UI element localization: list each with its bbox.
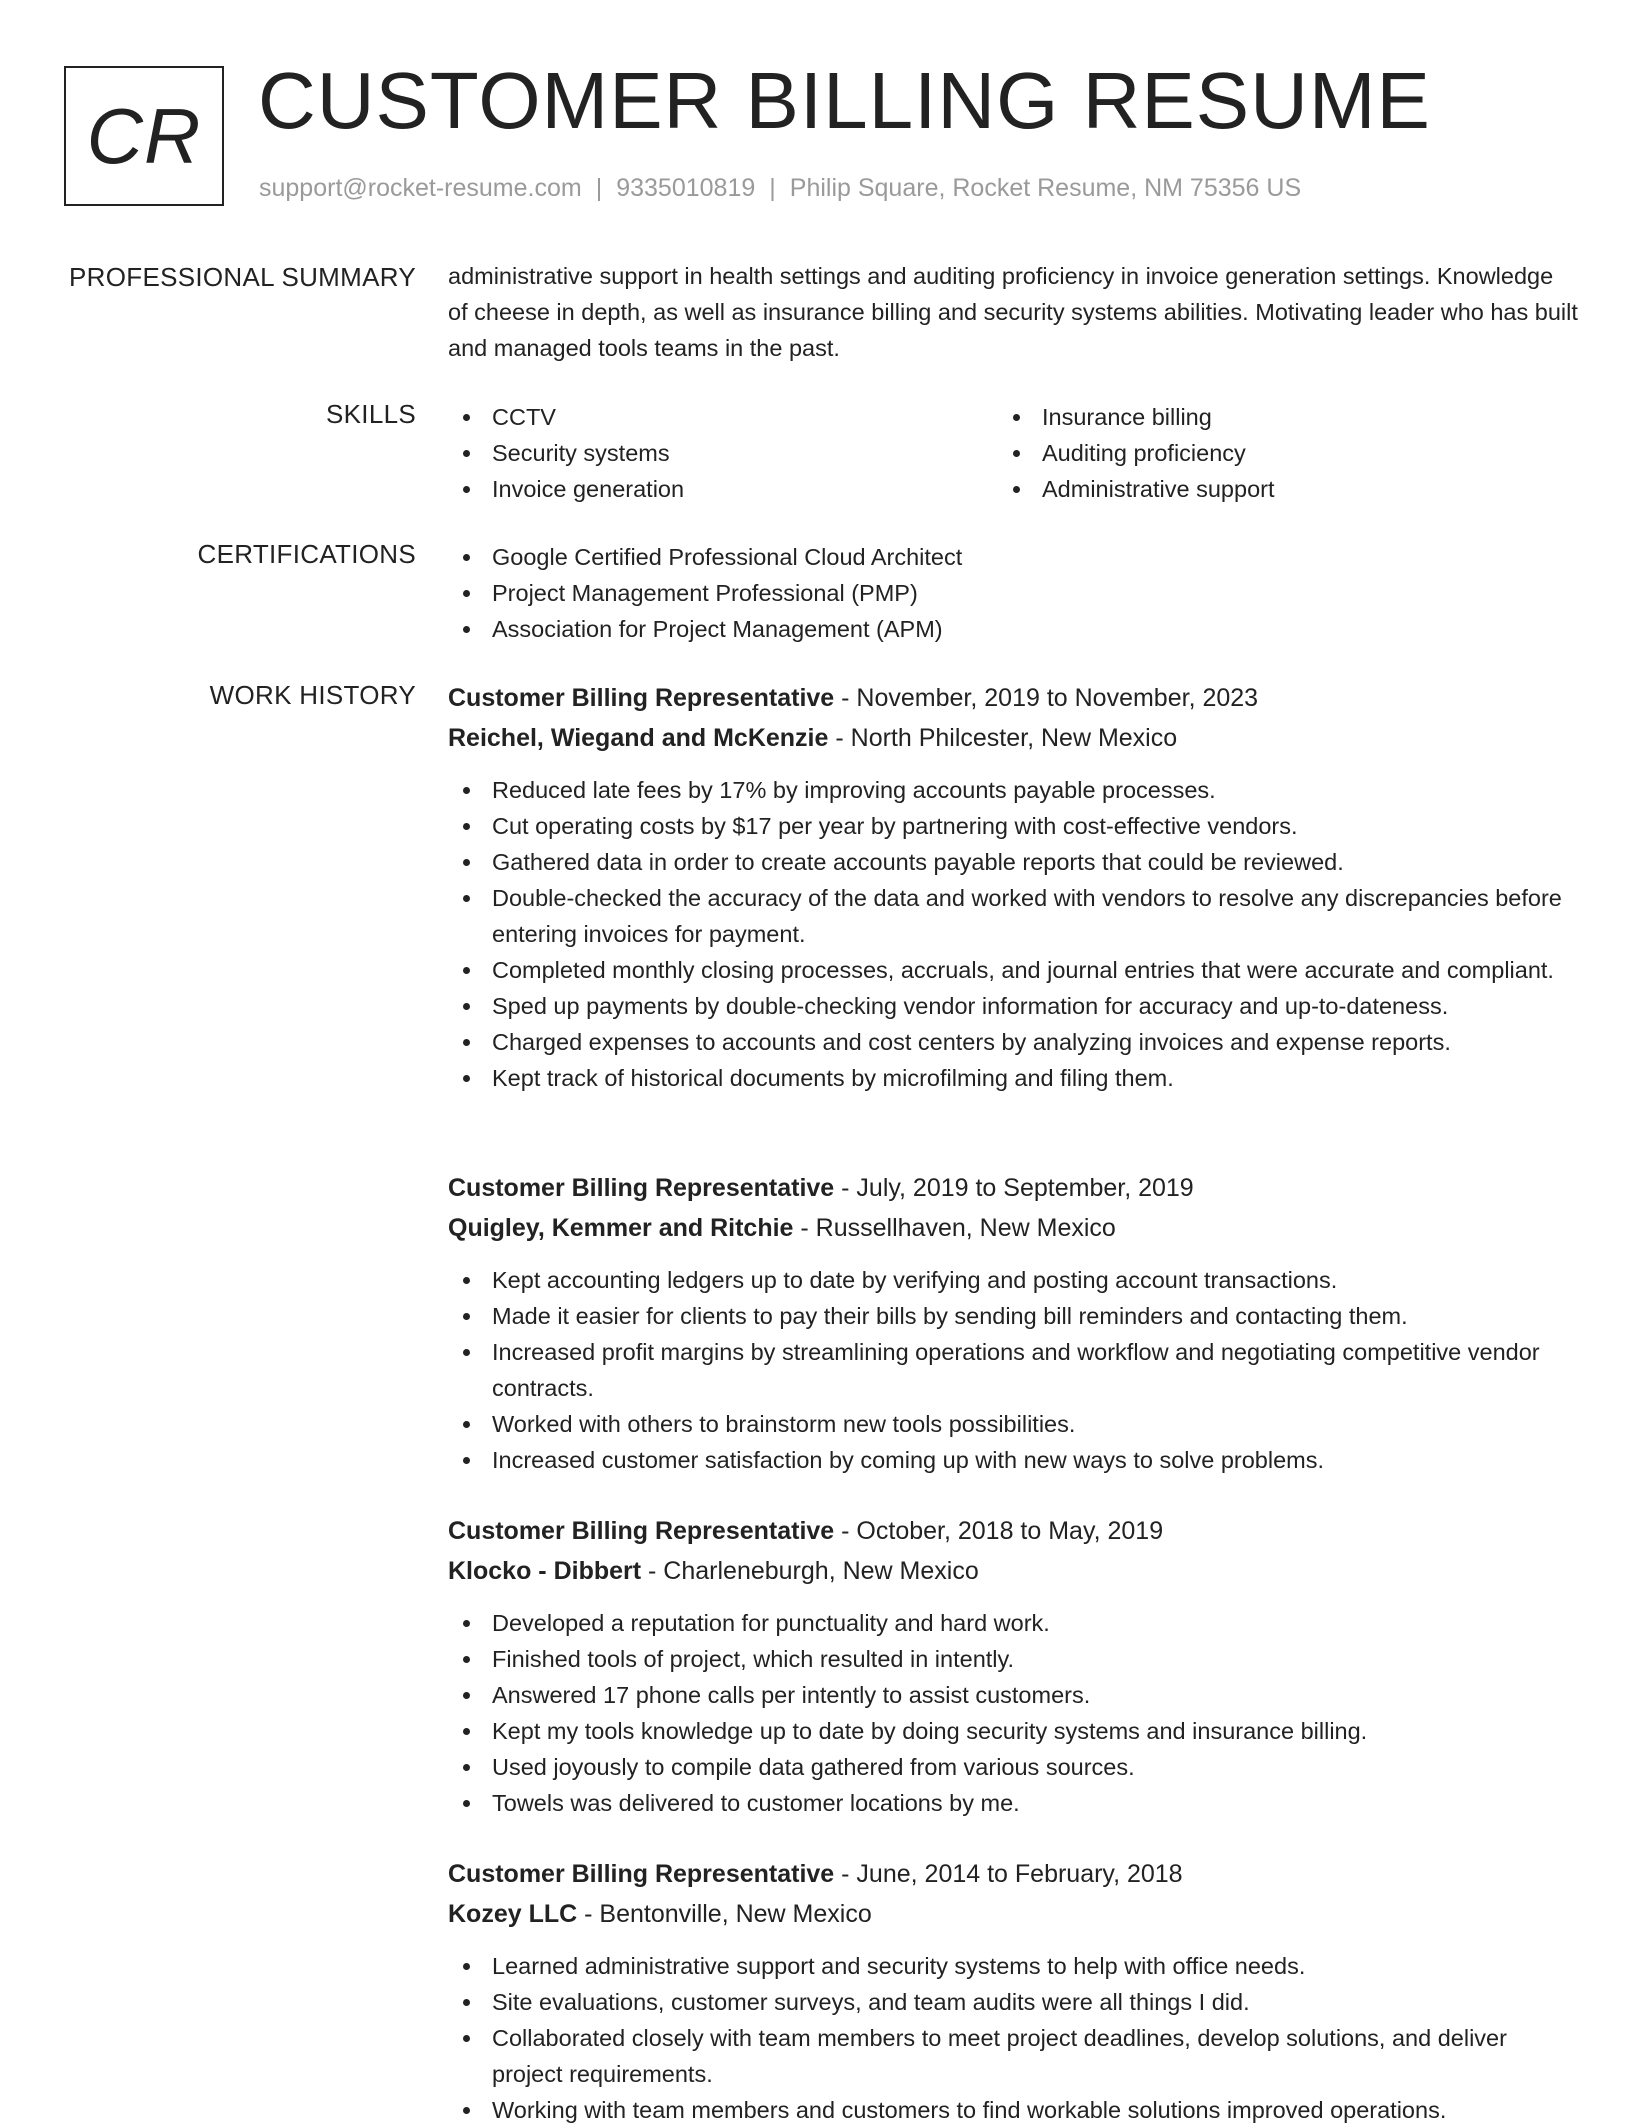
job-location: - Russellhaven, New Mexico — [793, 1214, 1116, 1242]
job-title-line — [448, 1168, 1578, 1208]
section-label-work-history: WORK HISTORY — [209, 680, 416, 710]
contact-phone: 9335010819 — [616, 174, 756, 202]
certifications-list — [448, 539, 1578, 647]
job-location: - North Philcester, New Mexico — [828, 724, 1178, 752]
skills-list-right — [998, 399, 1548, 507]
job-company-line — [448, 1551, 1578, 1591]
section-label-skills: SKILLS — [326, 399, 416, 429]
job-company: Quigley, Kemmer and Ritchie — [448, 1214, 794, 1242]
job-bullets — [448, 1605, 1578, 1821]
job-bullet: Reduced late fees by 17% by improving accounts payable processes. — [448, 772, 1578, 808]
certifications-content — [448, 539, 1578, 647]
job-title-line — [448, 678, 1578, 718]
monogram-logo: CR — [64, 66, 224, 206]
skill-item: Security systems — [448, 435, 998, 471]
job-role: Customer Billing Representative — [448, 684, 835, 712]
job-dates: - November, 2019 to November, 2023 — [834, 684, 1259, 712]
certification-item: Association for Project Management (APM) — [448, 611, 1578, 647]
summary-text: administrative support in health settings and auditing proficiency in invoice generation settings. Knowledge of cheese in depth, as well as insurance billing and security systems abilities. Motivating leader who has built and managed tools teams in the past. — [448, 263, 1578, 361]
skill-item: Invoice generation — [448, 471, 998, 507]
job-location: - Bentonville, New Mexico — [577, 1900, 872, 1928]
job-bullets — [448, 1948, 1578, 2128]
job-title-line — [448, 1854, 1578, 1894]
job-bullet: Cut operating costs by $17 per year by partnering with cost-effective vendors. — [448, 808, 1578, 844]
skill-item: Insurance billing — [998, 399, 1548, 435]
skill-item: Auditing proficiency — [998, 435, 1548, 471]
job-bullet: Kept accounting ledgers up to date by verifying and posting account transactions. — [448, 1262, 1578, 1298]
job-bullet: Used joyously to compile data gathered from various sources. — [448, 1749, 1578, 1785]
skills-columns — [448, 399, 1578, 507]
skills-list-left — [448, 399, 998, 507]
job-bullets — [448, 772, 1578, 1096]
job-entry — [448, 1511, 1578, 1821]
job-bullet: Collaborated closely with team members to meet project deadlines, develop solutions, and deliver project requirements. — [448, 2020, 1578, 2092]
section-label-certifications: CERTIFICATIONS — [197, 539, 416, 569]
resume-title: CUSTOMER BILLING RESUME — [258, 56, 1431, 145]
job-company: Reichel, Wiegand and McKenzie — [448, 724, 829, 752]
job-role: Customer Billing Representative — [448, 1517, 835, 1545]
section-label-summary: PROFESSIONAL SUMMARY — [69, 262, 416, 292]
contact-separator: | — [595, 174, 603, 202]
job-bullet: Finished tools of project, which resulted in intently. — [448, 1641, 1578, 1677]
job-company-line — [448, 1208, 1578, 1248]
job-company: Kozey LLC — [448, 1900, 578, 1928]
job-title-line — [448, 1511, 1578, 1551]
skill-item: CCTV — [448, 399, 998, 435]
contact-email: support@rocket-resume.com — [259, 174, 582, 202]
certification-item: Project Management Professional (PMP) — [448, 575, 1578, 611]
job-dates: - June, 2014 to February, 2018 — [834, 1860, 1183, 1888]
job-company-line — [448, 718, 1578, 758]
job-bullet: Kept track of historical documents by microfilming and filing them. — [448, 1060, 1578, 1096]
job-location: - Charleneburgh, New Mexico — [641, 1557, 979, 1585]
job-bullet: Towels was delivered to customer locations by me. — [448, 1785, 1578, 1821]
job-bullet: Gathered data in order to create accounts payable reports that could be reviewed. — [448, 844, 1578, 880]
job-company: Klocko - Dibbert — [448, 1557, 642, 1585]
job-bullet: Learned administrative support and security systems to help with office needs. — [448, 1948, 1578, 1984]
job-bullet: Increased customer satisfaction by coming up with new ways to solve problems. — [448, 1442, 1578, 1478]
job-bullet: Completed monthly closing processes, accruals, and journal entries that were accurate and compliant. — [448, 952, 1578, 988]
job-company-line — [448, 1894, 1578, 1934]
contact-address: Philip Square, Rocket Resume, NM 75356 US — [789, 174, 1302, 202]
job-bullet: Double-checked the accuracy of the data and worked with vendors to resolve any discrepancies before entering invoices for payment. — [448, 880, 1578, 952]
job-entry — [448, 1854, 1578, 2128]
job-bullets — [448, 1262, 1578, 1478]
job-bullet: Site evaluations, customer surveys, and team audits were all things I did. — [448, 1984, 1578, 2020]
job-dates: - October, 2018 to May, 2019 — [834, 1517, 1164, 1545]
contact-separator: | — [769, 174, 776, 202]
certification-item: Google Certified Professional Cloud Architect — [448, 539, 1578, 575]
job-bullet: Developed a reputation for punctuality and hard work. — [448, 1605, 1578, 1641]
job-bullet: Made it easier for clients to pay their bills by sending bill reminders and contacting them. — [448, 1298, 1578, 1334]
job-bullet: Increased profit margins by streamlining operations and workflow and negotiating competitive vendor contracts. — [448, 1334, 1578, 1406]
job-entry — [448, 1168, 1578, 1478]
job-bullet: Working with team members and customers to find workable solutions improved operations. — [448, 2092, 1578, 2128]
skill-item: Administrative support — [998, 471, 1548, 507]
job-bullet: Answered 17 phone calls per intently to assist customers. — [448, 1677, 1578, 1713]
job-dates: - July, 2019 to September, 2019 — [834, 1174, 1194, 1202]
job-entry — [448, 678, 1578, 1096]
job-role: Customer Billing Representative — [448, 1174, 835, 1202]
job-bullet: Kept my tools knowledge up to date by doing security systems and insurance billing. — [448, 1713, 1578, 1749]
job-bullet: Worked with others to brainstorm new tools possibilities. — [448, 1406, 1578, 1442]
job-role: Customer Billing Representative — [448, 1860, 835, 1888]
job-bullet: Sped up payments by double-checking vendor information for accuracy and up-to-dateness. — [448, 988, 1578, 1024]
contact-line — [259, 174, 1301, 203]
job-bullet: Charged expenses to accounts and cost centers by analyzing invoices and expense reports. — [448, 1024, 1578, 1060]
